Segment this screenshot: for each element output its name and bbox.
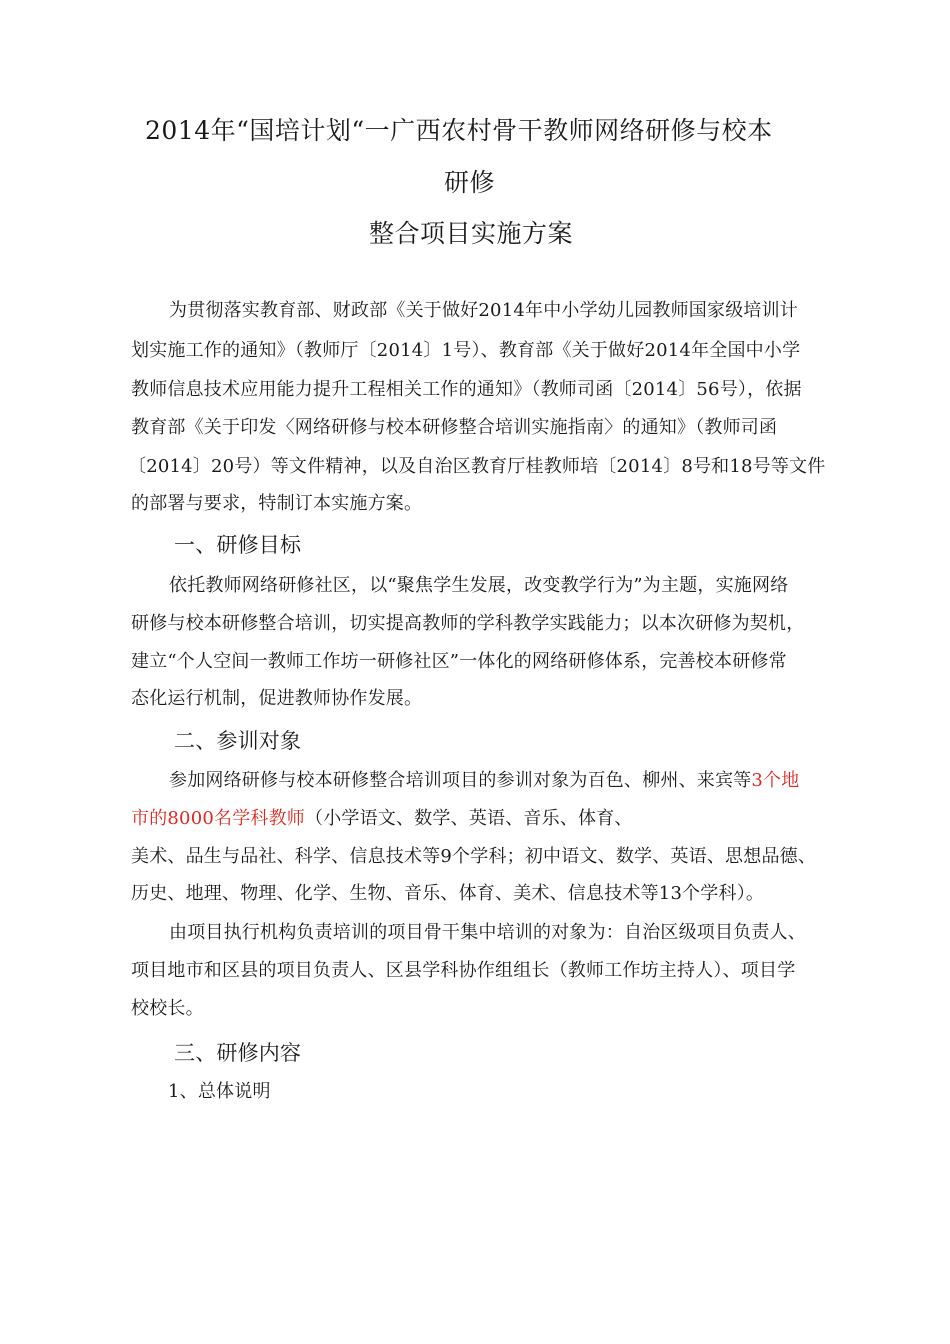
highlighted-text: 市的8000名学科教师 (131, 808, 306, 829)
intro-line: 的部署与要求，特制订本实施方案。 (131, 493, 423, 514)
intro-line: 〔2014〕20号）等文件精神，以及自治区教育厅桂教师培〔2014〕8号和18号等文件 (128, 456, 826, 477)
section-heading-goals: 一、研修目标 (174, 533, 302, 557)
subsection-overview: 1、总体说明 (168, 1081, 271, 1102)
participants-line: 美术、品生与品社、科学、信息技术等9个学科；初中语文、数学、英语、思想品德、 (131, 846, 817, 867)
document-title-line2: 研修 (444, 168, 496, 197)
highlighted-text: 3个地 (751, 770, 800, 791)
intro-line: 教育部《关于印发〈网络研修与校本研修整合培训实施指南〉的通知》（教师司函 (131, 417, 778, 438)
section-heading-content: 三、研修内容 (174, 1041, 302, 1065)
participants-line (169, 769, 799, 793)
document-title-line3: 整合项目实施方案 (369, 219, 574, 248)
goals-line: 依托教师网络研修社区，以“聚焦学生发展，改变教学行为”为主题，实施网络 (169, 575, 789, 596)
intro-line: 划实施工作的通知》（教师厅〔2014〕1号）、教育部《关于做好2014年全国中小学 (131, 340, 801, 361)
intro-line: 为贯彻落实教育部、财政部《关于做好2014年中小学幼儿园教师国家级培训计 (169, 300, 799, 321)
goals-line: 建立“个人空间一教师工作坊一研修社区”一体化的网络研修体系，完善校本研修常 (131, 651, 787, 672)
document-title-line1: 2014年“国培计划“一广西农村骨干教师网络研修与校本 (145, 116, 773, 145)
goals-line: 态化运行机制，促进教师协作发展。 (131, 688, 423, 709)
participants-line (131, 807, 633, 831)
participants-text: 参加网络研修与校本研修整合培训项目的参训对象为百色、柳州、来宾等 (169, 770, 752, 791)
goals-line: 研修与校本研修整合培训，切实提高教师的学科教学实践能力；以本次研修为契机， (131, 613, 805, 634)
backbone-line: 由项目执行机构负责培训的项目骨干集中培训的对象为：自治区级项目负责人、 (169, 922, 806, 943)
participants-line: 历史、地理、物理、化学、生物、音乐、体育、美术、信息技术等13个学科）。 (131, 883, 765, 904)
backbone-line: 校校长。 (131, 998, 204, 1019)
section-heading-participants: 二、参训对象 (174, 729, 302, 753)
backbone-line: 项目地市和区县的项目负责人、区县学科协作组组长（教师工作坊主持人）、项目学 (131, 960, 796, 981)
participants-text: （小学语文、数学、英语、音乐、体育、 (305, 808, 633, 829)
intro-line: 教师信息技术应用能力提升工程相关工作的通知》（教师司函〔2014〕56号），依据 (131, 379, 802, 400)
